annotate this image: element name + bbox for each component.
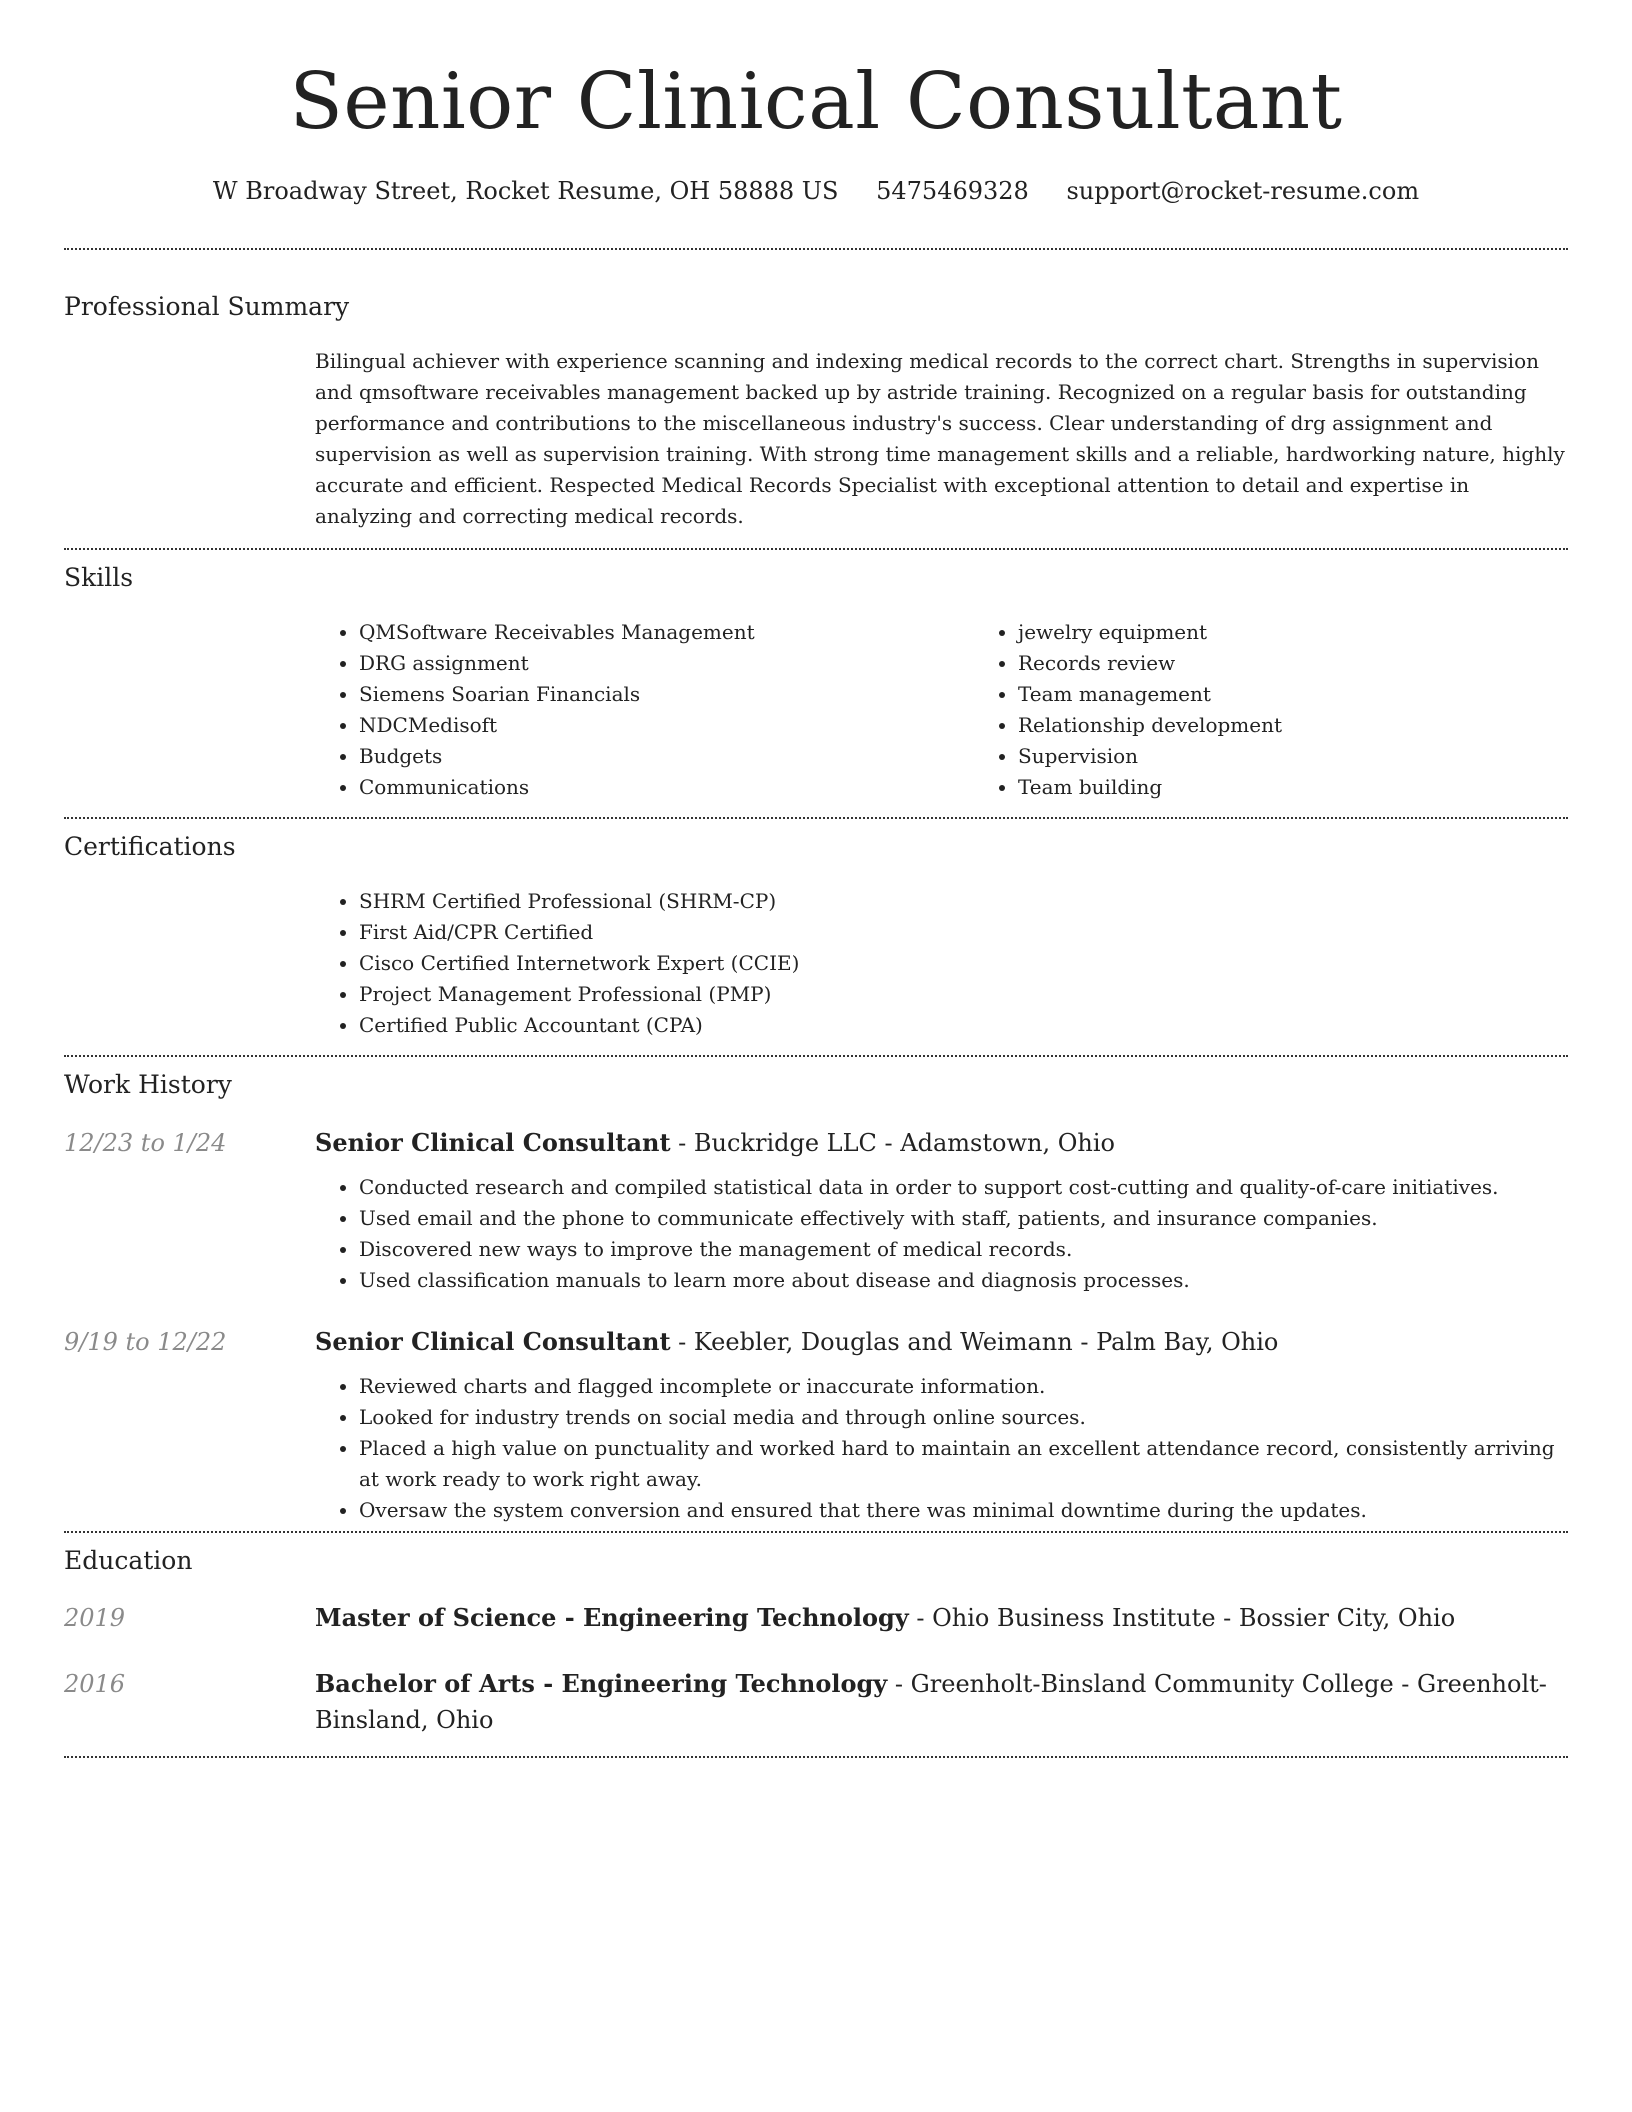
job-heading [315, 1325, 1278, 1359]
job-date: 9/19 to 12/22 [64, 1328, 227, 1356]
skill-item: • Budgets [359, 741, 974, 772]
job-bullet: • Used email and the phone to communicate effectively with staff, patients, and insurance companies. [359, 1203, 1568, 1234]
skills-section [64, 550, 1568, 817]
job-bullet: • Used classification manuals to learn more about disease and diagnosis processes. [359, 1265, 1568, 1296]
job-header [64, 1126, 1568, 1160]
job-date: 12/23 to 1/24 [64, 1129, 227, 1157]
certification-item: • Project Management Professional (PMP) [359, 979, 1568, 1010]
job-company-location: - Keebler, Douglas and Weimann - Palm Bay, Ohio [670, 1328, 1279, 1356]
certification-item: • First Aid/CPR Certified [359, 917, 1568, 948]
job-bullet: • Conducted research and compiled statistical data in order to support cost-cutting and quality-of-care initiatives. [359, 1172, 1568, 1203]
job-bullet: • Reviewed charts and flagged incomplete or inaccurate information. [359, 1371, 1568, 1402]
skills-list-right [974, 617, 1282, 803]
job-company-location: - Buckridge LLC - Adamstown, Ohio [670, 1129, 1115, 1157]
job-bullets [315, 1371, 1568, 1531]
education-section [64, 1533, 1568, 1756]
job-bullet: • Oversaw the system conversion and ensured that there was minimal downtime during the updates. [359, 1495, 1568, 1526]
job-title: Senior Clinical Consultant [315, 1128, 671, 1157]
skill-item: • Records review [1018, 648, 1282, 679]
contact-line [64, 176, 1568, 206]
section-title-summary: Professional Summary [64, 292, 350, 321]
education-entry [64, 1600, 1568, 1636]
skill-item: • Team management [1018, 679, 1282, 710]
job-bullet: • Looked for industry trends on social media and through online sources. [359, 1402, 1568, 1433]
job-heading [315, 1126, 1115, 1160]
education-date: 2016 [64, 1670, 126, 1698]
section-title-skills: Skills [64, 563, 134, 592]
skill-item: • Supervision [1018, 741, 1282, 772]
section-title-work-history: Work History [64, 1070, 232, 1099]
skill-item: • jewelry equipment [1018, 617, 1282, 648]
section-title-certifications: Certifications [64, 832, 236, 861]
education-entry [64, 1666, 1568, 1756]
skill-item: • NDCMedisoft [359, 710, 974, 741]
job-bullets [315, 1172, 1568, 1296]
skill-item: • Communications [359, 772, 974, 803]
education-heading [315, 1600, 1455, 1636]
work-history-section [64, 1057, 1568, 1531]
skill-item: • Siemens Soarian Financials [359, 679, 974, 710]
education-degree: Bachelor of Arts - Engineering Technology [315, 1669, 888, 1698]
job-bullet: • Discovered new ways to improve the management of medical records. [359, 1234, 1568, 1265]
education-school-location: - Ohio Business Institute - Bossier City, Ohio [908, 1604, 1456, 1632]
job-entry [64, 1126, 1568, 1296]
job-bullet: • Placed a high value on punctuality and worked hard to maintain an excellent attendance record, consistently arriving at work ready to work right away. [359, 1433, 1568, 1495]
certifications-list [315, 886, 1568, 1055]
education-degree: Master of Science - Engineering Technology [315, 1603, 909, 1632]
contact-phone: 5475469328 [876, 177, 1029, 205]
section-title-education: Education [64, 1546, 193, 1575]
summary-text: Bilingual achiever with experience scanning and indexing medical records to the correct chart. Strengths in supervision and qmsoftware receivables management backed up by astride training. Recognized on a regular basis for outstanding performance and contributions to the miscellaneous industry's success. Clear understanding of drg assignment and supervision as well as supervision training. With strong time management skills and a reliable, hardworking nature, highly accurate and efficient. Respected Medical Records Specialist with exceptional attention to detail and expertise in analyzing and correcting medical records. [315, 349, 1565, 528]
resume-name: Senior Clinical Consultant [289, 57, 1343, 147]
job-entry [64, 1325, 1568, 1531]
summary-section [64, 250, 1568, 532]
skills-columns [315, 617, 1568, 817]
education-date: 2019 [64, 1604, 126, 1632]
contact-address: W Broadway Street, Rocket Resume, OH 58888 US [212, 177, 839, 205]
certification-item: • Certified Public Accountant (CPA) [359, 1010, 1568, 1041]
skill-item: • DRG assignment [359, 648, 974, 679]
contact-email: support@rocket-resume.com [1066, 177, 1420, 205]
certification-item: • Cisco Certified Internetwork Expert (CCIE) [359, 948, 1568, 979]
divider [64, 1756, 1568, 1758]
skills-list-left [315, 617, 974, 803]
job-title: Senior Clinical Consultant [315, 1327, 671, 1356]
skill-item: • QMSoftware Receivables Management [359, 617, 974, 648]
job-header [64, 1325, 1568, 1359]
education-heading [315, 1666, 1568, 1738]
certification-item: • SHRM Certified Professional (SHRM-CP) [359, 886, 1568, 917]
education-school-location: - Greenholt-Binsland Community College - Greenholt-Binsland, Ohio [315, 1670, 1547, 1734]
certifications-section [64, 819, 1568, 1055]
skill-item: • Team building [1018, 772, 1282, 803]
skill-item: • Relationship development [1018, 710, 1282, 741]
